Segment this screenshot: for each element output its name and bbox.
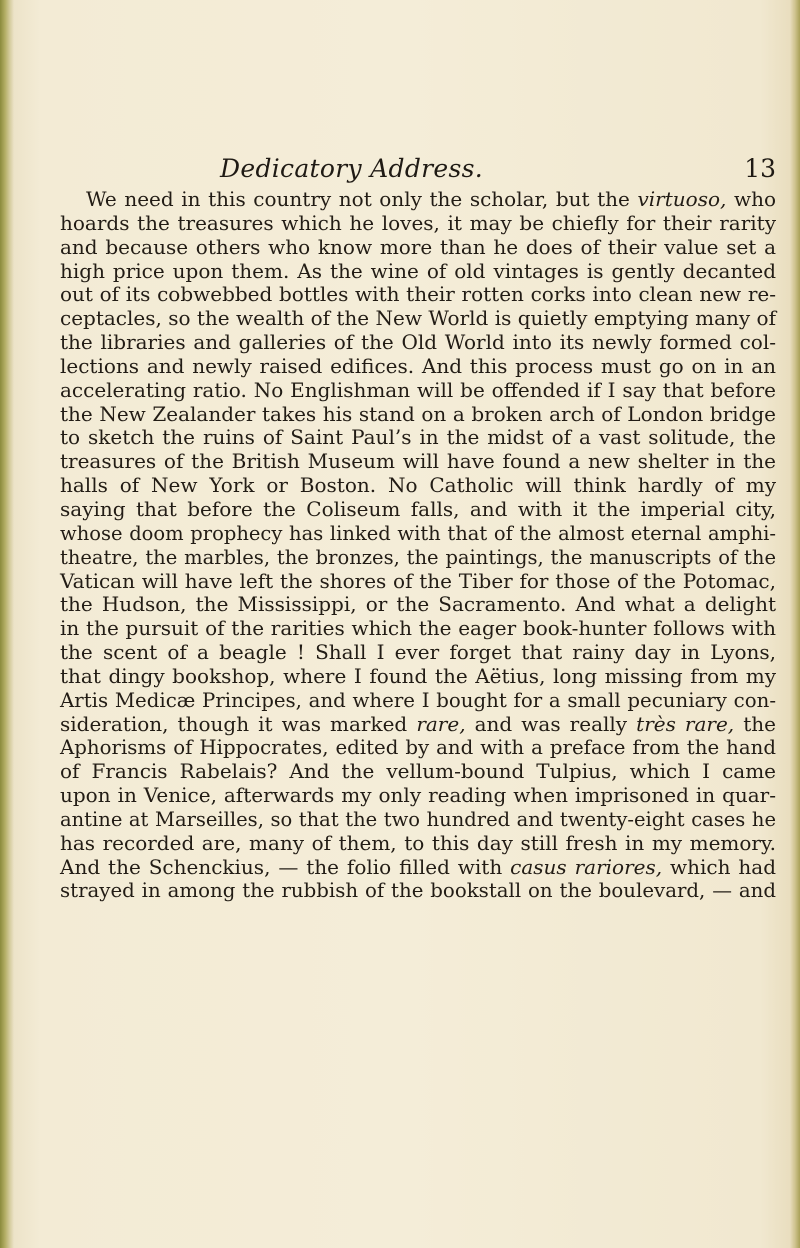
text-segment: out of its cobwebbed bottles with their rotten corks into clean new re- — [60, 282, 776, 307]
text-segment: in the pursuit of the rarities which the eager book-hunter follows with — [60, 616, 776, 641]
text-segment: accelerating ratio. No Englishman will be offended if I say that before — [60, 377, 776, 402]
text-segment: ceptacles, so the wealth of the New World is quietly emptying many of — [60, 306, 776, 331]
text-line — [60, 760, 776, 784]
italic-segment: virtuoso, — [637, 187, 727, 211]
text-line — [60, 713, 776, 737]
running-title: Dedicatory Address. — [220, 154, 483, 183]
text-segment: sideration, though it was marked — [60, 711, 417, 736]
page-right-edge — [790, 0, 800, 1248]
italic-segment: casus rariores, — [510, 854, 663, 879]
text-line — [60, 403, 776, 427]
text-segment: hoards the treasures which he loves, it may be chiefly for their rarity — [60, 210, 776, 235]
text-line — [60, 832, 776, 856]
text-segment: antine at Marseilles, so that the two hundred and twenty-eight cases he — [60, 807, 776, 831]
text-line — [60, 426, 776, 450]
text-segment: We need in this country not only the scholar, but the — [86, 187, 638, 211]
text-line — [60, 665, 776, 689]
text-line — [60, 593, 776, 617]
text-line — [60, 498, 776, 522]
text-line — [60, 879, 776, 903]
text-line — [60, 283, 776, 307]
text-segment: the New Zealander takes his stand on a broken arch of London bridge — [60, 401, 776, 426]
text-line — [60, 617, 776, 641]
text-segment: the scent of a beagle ! Shall I ever forget that rainy day in Lyons, — [60, 640, 776, 665]
italic-segment: rare, — [416, 711, 466, 736]
text-line — [60, 355, 776, 379]
text-segment: and because others who know more than he does of their value set a — [60, 234, 776, 259]
text-line — [60, 307, 776, 331]
text-line — [60, 856, 776, 880]
text-segment: the — [734, 711, 776, 736]
text-segment: which had — [662, 854, 777, 879]
text-segment: Aphorisms of Hippocrates, edited by and with a preface from the hand — [60, 736, 776, 760]
page-header — [100, 148, 776, 188]
text-segment: that dingy bookshop, where I found the Aëtius, long missing from my — [60, 663, 776, 688]
text-line — [60, 236, 776, 260]
text-segment: strayed in among the rubbish of the bookstall on the boulevard, — and — [60, 879, 776, 903]
text-line — [60, 736, 776, 760]
text-segment: lections and newly raised edifices. And this process must go on in an — [60, 353, 776, 378]
text-segment: who — [726, 187, 776, 211]
text-line — [60, 689, 776, 713]
text-line — [60, 260, 776, 284]
text-segment: and was really — [465, 711, 637, 736]
text-segment: halls of New York or Boston. No Catholic will think hardly of my — [60, 473, 776, 498]
page-left-edge — [0, 0, 14, 1248]
text-segment: upon in Venice, afterwards my only reading when imprisoned in quar- — [60, 783, 776, 808]
text-line — [60, 784, 776, 808]
text-line — [60, 546, 776, 570]
text-segment: Vatican will have left the shores of the Tiber for those of the Potomac, — [60, 568, 776, 593]
text-line — [60, 522, 776, 546]
text-segment: saying that before the Coliseum falls, and with it the imperial city, — [60, 496, 776, 521]
text-segment: treasures of the British Museum will have found a new shelter in the — [60, 449, 776, 474]
text-line — [60, 188, 776, 212]
text-line — [60, 212, 776, 236]
text-line — [60, 331, 776, 355]
text-segment: to sketch the ruins of Saint Paul’s in the midst of a vast solitude, the — [60, 425, 776, 450]
text-segment: of Francis Rabelais? And the vellum-bound Tulpius, which I came — [60, 759, 776, 784]
page-number: 13 — [744, 154, 776, 183]
text-segment: Artis Medicæ Principes, and where I bought for a small pecuniary con- — [60, 688, 776, 712]
text-line — [60, 474, 776, 498]
text-line — [60, 379, 776, 403]
text-line — [60, 570, 776, 594]
text-segment: And the Schenckius, — the folio filled with — [60, 854, 511, 879]
text-segment: the libraries and galleries of the Old World into its newly formed col- — [60, 330, 776, 355]
text-line — [60, 450, 776, 474]
text-segment: high price upon them. As the wine of old vintages is gently decanted — [60, 258, 776, 283]
text-segment: theatre, the marbles, the bronzes, the paintings, the manuscripts of the — [60, 545, 776, 569]
body-text — [60, 188, 776, 903]
text-segment: the Hudson, the Mississippi, or the Sacramento. And what a delight — [60, 592, 776, 617]
text-segment: whose doom prophecy has linked with that of the almost eternal amphi- — [60, 521, 776, 545]
text-line — [60, 808, 776, 832]
text-segment: has recorded are, many of them, to this day still fresh in my memory. — [60, 830, 776, 855]
text-line — [60, 641, 776, 665]
italic-segment: très rare, — [636, 711, 735, 736]
